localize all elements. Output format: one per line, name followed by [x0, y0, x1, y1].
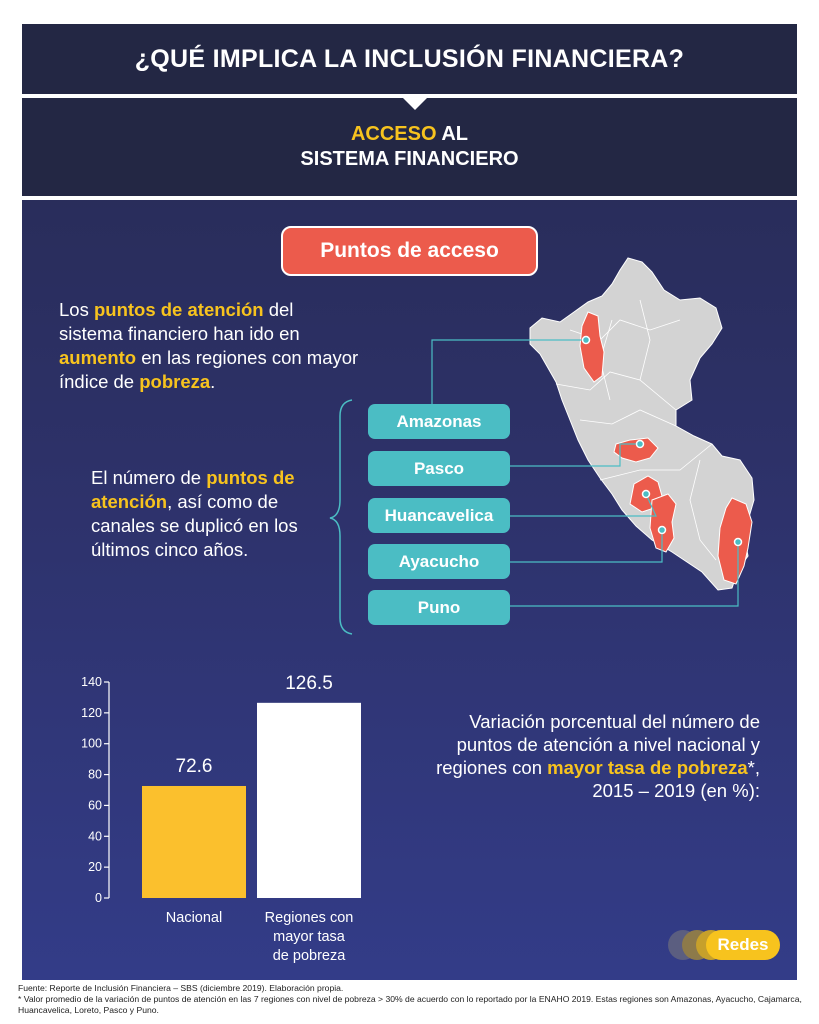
region-label-huancavelica: Huancavelica [368, 498, 510, 533]
bar-regiones-pobreza [257, 703, 361, 898]
bar-nacional [142, 786, 246, 898]
y-tick-label: 0 [95, 891, 102, 905]
y-tick-label: 120 [81, 705, 102, 720]
y-tick-label: 60 [88, 798, 102, 813]
category-labels [166, 910, 354, 964]
subtitle-highlight: ACCESO [350, 123, 437, 145]
region-label-pasco: Pasco [368, 451, 510, 486]
section-label: Puntos de acceso [281, 226, 538, 276]
category-label: Nacional [165, 910, 223, 926]
y-axis-ticks [81, 675, 109, 905]
region-label-amazonas: Amazonas [368, 404, 510, 439]
region-label-ayacucho: Ayacucho [368, 544, 510, 579]
subtitle-line2: SISTEMA FINANCIERO [300, 148, 519, 170]
paragraph-points-increase: Los puntos de atención del sistema financiero han ido en aumento en las regiones con mayor índice de pobreza. [59, 299, 359, 392]
y-tick-label: 100 [81, 736, 102, 751]
logo-text: Redes [706, 930, 780, 960]
y-tick-label: 140 [81, 675, 102, 689]
footer-source: Fuente: Reporte de Inclusión Financiera – SBS (diciembre 2019). Elaboración propia. [18, 983, 344, 993]
y-tick-label: 20 [88, 860, 102, 875]
y-tick-label: 40 [88, 829, 102, 844]
subtitle-rest: AL [436, 123, 469, 145]
footer-notes [18, 983, 808, 1016]
bars [142, 703, 361, 898]
chart-note: Variación porcentual del número de puntos de atención a nivel nacional y regiones con mayor tasa de pobreza*, 2015 – 2019 (en %): [436, 711, 760, 801]
value-label: 126.5 [285, 672, 333, 694]
category-label: mayor tasa [273, 929, 345, 945]
paragraph-points-doubled: El número de puntos de atención, así como de canales se duplicó en los últimos cinco años. [91, 467, 298, 560]
category-label: Regiones con [264, 910, 354, 926]
category-label: de pobreza [272, 948, 346, 964]
value-label: 72.6 [175, 755, 213, 777]
region-label-puno: Puno [368, 590, 510, 625]
redes-logo [668, 928, 780, 962]
footer-footnote: * Valor promedio de la variación de puntos de atención en las 7 regiones con nivel de pobreza > 30% de acuerdo con lo reportado por la ENAHO 2019. Estas regiones son Amazonas, Ayacucho, Cajamarca, Huancavelica, Loreto, Pasco y Puno. [18, 994, 802, 1015]
page-title: ¿QUÉ IMPLICA LA INCLUSIÓN FINANCIERA? [134, 44, 685, 73]
y-tick-label: 80 [88, 767, 102, 782]
